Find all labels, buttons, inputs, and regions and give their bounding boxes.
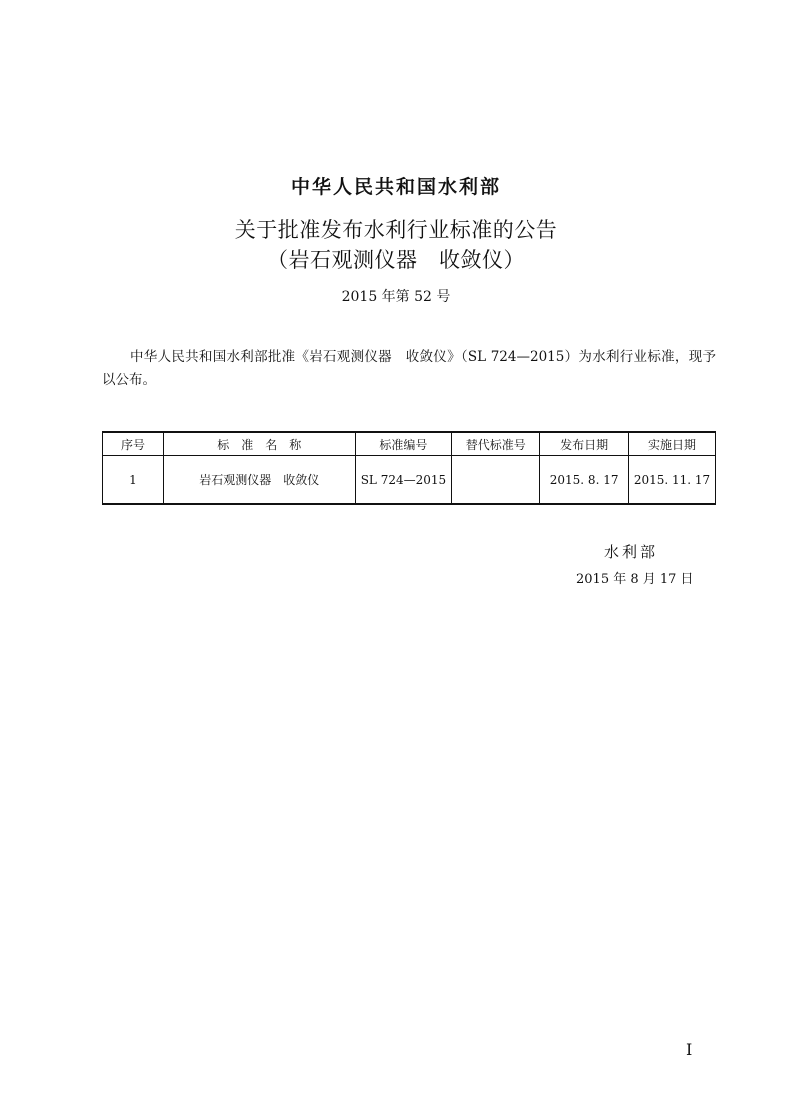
standards-table: [102, 431, 716, 505]
signature-date: 2015 年 8 月 17 日: [576, 572, 694, 587]
table-header-row: [103, 432, 716, 456]
announcement-subtitle: （岩石观测仪器 收敛仪）: [267, 248, 525, 272]
header-replaced-code: 替代标准号: [452, 432, 540, 456]
announcement-title: 关于批准发布水利行业标准的公告: [234, 218, 558, 242]
cell-publish-date: 2015. 8. 17: [540, 456, 629, 505]
header-serial: 序号: [103, 432, 164, 456]
document-number: 2015 年第 52 号: [341, 289, 451, 305]
page-number: I: [686, 1040, 693, 1059]
header-standard-code: 标准编号: [355, 432, 452, 456]
cell-replaced-code: [452, 456, 540, 505]
ministry-heading: 中华人民共和国水利部: [290, 176, 501, 198]
header-effective-date: 实施日期: [629, 432, 716, 456]
signature-name: 水利部: [604, 543, 659, 561]
cell-serial: 1: [103, 456, 164, 505]
cell-standard-code: SL 724—2015: [355, 456, 452, 505]
table-row: [103, 456, 716, 505]
cell-effective-date: 2015. 11. 17: [629, 456, 716, 505]
announcement-body: 中华人民共和国水利部批准《岩石观测仪器 收敛仪》（SL 724—2015）为水利行业标准，现予以公布。: [102, 349, 716, 388]
cell-standard-name: 岩石观测仪器 收敛仪: [163, 456, 355, 505]
header-standard-name: 标 准 名 称: [163, 432, 355, 456]
header-publish-date: 发布日期: [540, 432, 629, 456]
